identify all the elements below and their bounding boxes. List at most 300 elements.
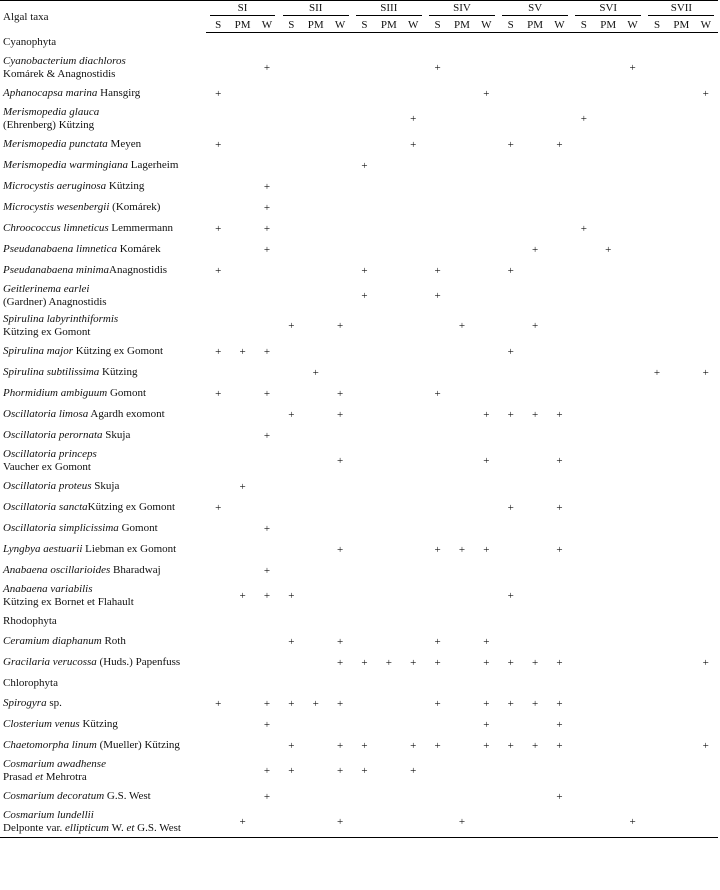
presence-mark: +	[263, 429, 271, 442]
empty-cell	[230, 311, 254, 341]
empty-cell	[328, 33, 352, 54]
empty-cell	[499, 218, 523, 239]
empty-cell	[694, 581, 718, 611]
empty-cell	[669, 33, 693, 54]
empty-cell	[328, 476, 352, 497]
empty-cell	[596, 581, 620, 611]
taxon-name-part: Merismopedia warmingiana	[3, 159, 128, 171]
taxon-name	[0, 425, 206, 446]
group-label: Cyanophyta	[3, 36, 57, 49]
empty-cell	[474, 786, 498, 807]
taxon-row	[0, 218, 718, 239]
empty-cell	[474, 383, 498, 404]
empty-cell	[401, 714, 425, 735]
empty-cell	[230, 756, 254, 786]
empty-cell	[523, 176, 547, 197]
empty-cell	[230, 539, 254, 560]
empty-cell	[328, 518, 352, 539]
presence-mark: +	[336, 543, 344, 556]
presence-mark: +	[483, 739, 490, 752]
empty-cell	[279, 197, 303, 218]
empty-cell	[425, 83, 449, 104]
empty-cell	[328, 197, 352, 218]
presence-mark: +	[605, 243, 612, 256]
empty-cell	[328, 362, 352, 383]
empty-cell	[572, 383, 596, 404]
empty-cell	[694, 134, 718, 155]
taxon-name	[0, 518, 206, 539]
empty-cell	[304, 518, 328, 539]
empty-cell	[523, 807, 547, 838]
presence-mark: +	[336, 765, 344, 777]
empty-cell	[450, 476, 474, 497]
season-header: W	[547, 17, 571, 33]
empty-cell	[523, 425, 547, 446]
empty-cell	[206, 446, 230, 476]
empty-cell	[645, 341, 669, 362]
site-header	[645, 1, 718, 18]
empty-cell	[523, 539, 547, 560]
empty-cell	[669, 476, 693, 497]
empty-cell	[694, 425, 718, 446]
empty-cell	[499, 155, 523, 176]
taxon-name	[0, 497, 206, 518]
empty-cell	[377, 497, 401, 518]
empty-cell	[694, 155, 718, 176]
empty-cell	[255, 497, 279, 518]
season-header: PM	[596, 17, 620, 33]
taxon-name-part: Kützing ex Gomont	[87, 501, 176, 513]
empty-cell	[352, 33, 376, 54]
empty-cell	[645, 476, 669, 497]
empty-cell	[547, 239, 571, 260]
season-header: PM	[230, 17, 254, 33]
empty-cell	[328, 239, 352, 260]
empty-cell	[669, 404, 693, 425]
empty-cell	[620, 581, 644, 611]
presence-mark: +	[434, 264, 441, 277]
empty-cell	[450, 581, 474, 611]
taxon-name-part: Kützing ex Bornet et Flahault	[3, 596, 134, 608]
empty-cell	[230, 362, 254, 383]
taxon-name-part: Chaetomorpha linum	[3, 739, 97, 751]
taxon-name-part: Ceramium diaphanum	[3, 635, 102, 647]
empty-cell	[474, 476, 498, 497]
empty-cell	[230, 83, 254, 104]
empty-cell	[206, 673, 230, 693]
taxon-name-part: Kützing ex Gomont	[3, 326, 91, 338]
season-header: S	[279, 17, 303, 33]
empty-cell	[596, 735, 620, 756]
empty-cell	[328, 134, 352, 155]
empty-cell	[377, 218, 401, 239]
empty-cell	[255, 807, 279, 838]
empty-cell	[352, 134, 376, 155]
empty-cell	[596, 341, 620, 362]
presence-mark: +	[434, 62, 441, 74]
empty-cell	[499, 104, 523, 134]
empty-cell	[352, 693, 376, 714]
empty-cell	[499, 383, 523, 404]
empty-cell	[572, 33, 596, 54]
taxon-name-part: Closterium venus	[3, 718, 80, 730]
site-label: SVI	[575, 2, 641, 16]
taxon-row	[0, 281, 718, 311]
presence-mark: +	[263, 243, 271, 256]
presence-mark: +	[434, 739, 441, 752]
site-header	[572, 1, 645, 18]
empty-cell	[694, 714, 718, 735]
empty-cell	[279, 218, 303, 239]
empty-cell	[352, 83, 376, 104]
presence-mark: +	[336, 320, 344, 332]
empty-cell	[547, 33, 571, 54]
empty-cell	[279, 807, 303, 838]
presence-mark: +	[361, 290, 368, 302]
taxon-name	[0, 581, 206, 611]
taxon-row	[0, 631, 718, 652]
season-header: S	[206, 17, 230, 33]
empty-cell	[230, 155, 254, 176]
empty-cell	[547, 218, 571, 239]
empty-cell	[547, 155, 571, 176]
empty-cell	[474, 673, 498, 693]
presence-mark: +	[263, 790, 271, 803]
empty-cell	[596, 714, 620, 735]
taxon-name	[0, 239, 206, 260]
empty-cell	[523, 756, 547, 786]
season-header: W	[255, 17, 279, 33]
empty-cell	[206, 518, 230, 539]
presence-mark: +	[288, 765, 295, 777]
empty-cell	[304, 83, 328, 104]
empty-cell	[206, 425, 230, 446]
empty-cell	[377, 341, 401, 362]
empty-cell	[596, 446, 620, 476]
presence-mark: +	[336, 697, 344, 710]
empty-cell	[450, 53, 474, 83]
empty-cell	[377, 53, 401, 83]
empty-cell	[694, 53, 718, 83]
taxon-row	[0, 155, 718, 176]
empty-cell	[645, 631, 669, 652]
season-header: W	[474, 17, 498, 33]
presence-mark: +	[312, 366, 319, 379]
empty-cell	[547, 83, 571, 104]
site-header	[352, 1, 425, 18]
presence-mark: +	[288, 590, 295, 602]
empty-cell	[694, 560, 718, 581]
empty-cell	[206, 404, 230, 425]
empty-cell	[425, 197, 449, 218]
presence-mark: +	[434, 543, 441, 556]
empty-cell	[304, 425, 328, 446]
site-label: SI	[210, 2, 276, 16]
site-label: SIV	[429, 2, 495, 16]
presence-mark: +	[434, 290, 441, 302]
empty-cell	[401, 218, 425, 239]
empty-cell	[572, 362, 596, 383]
empty-cell	[450, 281, 474, 311]
taxon-name-part: Lemmermann	[108, 222, 174, 234]
empty-cell	[304, 311, 328, 341]
empty-cell	[304, 341, 328, 362]
taxon-name-part: Spirulina labyrinthiformis	[3, 313, 119, 325]
empty-cell	[572, 446, 596, 476]
season-header: S	[499, 17, 523, 33]
presence-mark: +	[507, 345, 514, 358]
empty-cell	[669, 218, 693, 239]
empty-cell	[377, 693, 401, 714]
taxon-name-part: Kützing	[99, 366, 138, 378]
empty-cell	[669, 155, 693, 176]
taxon-name-part: Gracilaria verucossa	[3, 656, 97, 668]
taxon-name	[0, 786, 206, 807]
empty-cell	[620, 311, 644, 341]
empty-cell	[596, 631, 620, 652]
empty-cell	[499, 714, 523, 735]
presence-mark: +	[580, 113, 587, 125]
empty-cell	[669, 446, 693, 476]
empty-cell	[620, 539, 644, 560]
empty-cell	[206, 560, 230, 581]
empty-cell	[645, 560, 669, 581]
empty-cell	[572, 476, 596, 497]
empty-cell	[572, 134, 596, 155]
empty-cell	[450, 714, 474, 735]
presence-mark: +	[434, 656, 441, 669]
site-header	[279, 1, 352, 18]
empty-cell	[401, 786, 425, 807]
empty-cell	[645, 239, 669, 260]
empty-cell	[230, 383, 254, 404]
presence-mark: +	[263, 201, 271, 214]
empty-cell	[206, 581, 230, 611]
group-label: Rhodophyta	[3, 614, 57, 627]
empty-cell	[499, 197, 523, 218]
empty-cell	[572, 756, 596, 786]
taxon-name-part: et	[35, 771, 44, 783]
empty-cell	[255, 673, 279, 693]
taxon-row	[0, 756, 718, 786]
empty-cell	[620, 281, 644, 311]
empty-cell	[450, 260, 474, 281]
empty-cell	[694, 756, 718, 786]
empty-cell	[547, 611, 571, 631]
presence-mark: +	[653, 366, 661, 379]
empty-cell	[499, 807, 523, 838]
empty-cell	[206, 176, 230, 197]
empty-cell	[279, 33, 303, 54]
empty-cell	[230, 260, 254, 281]
empty-cell	[694, 539, 718, 560]
empty-cell	[377, 281, 401, 311]
empty-cell	[694, 197, 718, 218]
empty-cell	[450, 560, 474, 581]
empty-cell	[377, 362, 401, 383]
empty-cell	[523, 155, 547, 176]
empty-cell	[645, 33, 669, 54]
empty-cell	[328, 560, 352, 581]
empty-cell	[596, 476, 620, 497]
empty-cell	[474, 581, 498, 611]
empty-cell	[572, 807, 596, 838]
presence-mark: +	[556, 501, 563, 514]
empty-cell	[474, 311, 498, 341]
empty-cell	[620, 362, 644, 383]
presence-mark: +	[507, 138, 514, 151]
taxon-row	[0, 446, 718, 476]
empty-cell	[572, 673, 596, 693]
empty-cell	[499, 239, 523, 260]
empty-cell	[474, 497, 498, 518]
empty-cell	[352, 383, 376, 404]
empty-cell	[572, 786, 596, 807]
taxon-row	[0, 476, 718, 497]
presence-mark: +	[263, 62, 271, 74]
empty-cell	[620, 611, 644, 631]
empty-cell	[206, 33, 230, 54]
empty-cell	[596, 383, 620, 404]
taxon-name-part: Oscillatoria limosa	[3, 408, 89, 420]
empty-cell	[572, 693, 596, 714]
empty-cell	[279, 155, 303, 176]
empty-cell	[523, 260, 547, 281]
taxon-name	[0, 83, 206, 104]
season-header: W	[328, 17, 352, 33]
empty-cell	[572, 176, 596, 197]
empty-cell	[279, 497, 303, 518]
empty-cell	[230, 786, 254, 807]
taxon-row	[0, 176, 718, 197]
season-header: PM	[304, 17, 328, 33]
empty-cell	[304, 104, 328, 134]
empty-cell	[499, 33, 523, 54]
empty-cell	[230, 281, 254, 311]
presence-mark: +	[263, 222, 271, 235]
taxon-name	[0, 53, 206, 83]
taxon-row	[0, 807, 718, 838]
empty-cell	[304, 260, 328, 281]
presence-mark: +	[385, 656, 392, 669]
empty-cell	[401, 260, 425, 281]
site-label: SII	[283, 2, 349, 16]
empty-cell	[206, 476, 230, 497]
presence-mark: +	[532, 243, 539, 256]
taxon-row	[0, 197, 718, 218]
empty-cell	[328, 673, 352, 693]
taxon-name-part: (Mueller) Kützing	[96, 739, 180, 751]
empty-cell	[474, 362, 498, 383]
empty-cell	[206, 611, 230, 631]
empty-cell	[230, 404, 254, 425]
empty-cell	[620, 425, 644, 446]
taxon-name	[0, 476, 206, 497]
presence-mark: +	[288, 739, 295, 752]
empty-cell	[255, 33, 279, 54]
presence-mark: +	[483, 87, 490, 100]
empty-cell	[328, 714, 352, 735]
empty-cell	[401, 362, 425, 383]
empty-cell	[304, 176, 328, 197]
presence-mark: +	[629, 62, 636, 74]
taxon-name	[0, 631, 206, 652]
empty-cell	[547, 53, 571, 83]
presence-mark: +	[507, 656, 514, 669]
presence-mark: +	[336, 656, 344, 669]
empty-cell	[572, 197, 596, 218]
empty-cell	[206, 281, 230, 311]
empty-cell	[279, 476, 303, 497]
empty-cell	[401, 446, 425, 476]
empty-cell	[328, 786, 352, 807]
presence-mark: +	[507, 408, 514, 421]
empty-cell	[352, 446, 376, 476]
taxon-row	[0, 735, 718, 756]
empty-cell	[572, 83, 596, 104]
empty-cell	[694, 104, 718, 134]
taxon-name-part: ellipticum	[65, 822, 110, 834]
taxon-name	[0, 104, 206, 134]
empty-cell	[499, 311, 523, 341]
empty-cell	[304, 476, 328, 497]
presence-mark: +	[483, 408, 490, 421]
empty-cell	[669, 104, 693, 134]
empty-cell	[523, 497, 547, 518]
taxa-column-header: Algal taxa	[0, 1, 206, 33]
empty-cell	[669, 425, 693, 446]
empty-cell	[352, 497, 376, 518]
empty-cell	[352, 53, 376, 83]
taxon-row	[0, 404, 718, 425]
empty-cell	[255, 104, 279, 134]
empty-cell	[523, 134, 547, 155]
presence-mark: +	[532, 697, 539, 710]
empty-cell	[645, 539, 669, 560]
presence-mark: +	[507, 697, 514, 710]
empty-cell	[572, 425, 596, 446]
empty-cell	[547, 560, 571, 581]
presence-mark: +	[434, 635, 441, 648]
taxon-name-part: Liebman ex Gomont	[82, 543, 177, 555]
presence-mark: +	[450, 807, 474, 838]
empty-cell	[523, 197, 547, 218]
empty-cell	[352, 104, 376, 134]
presence-mark: +	[361, 264, 368, 277]
empty-cell	[596, 497, 620, 518]
empty-cell	[596, 807, 620, 838]
empty-cell	[523, 786, 547, 807]
empty-cell	[352, 404, 376, 425]
taxon-name-part: (Huds.) Papenfuss	[96, 656, 181, 668]
empty-cell	[669, 714, 693, 735]
empty-cell	[230, 518, 254, 539]
empty-cell	[669, 756, 693, 786]
empty-cell	[279, 53, 303, 83]
empty-cell	[523, 446, 547, 476]
empty-cell	[352, 176, 376, 197]
empty-cell	[450, 611, 474, 631]
taxon-name	[0, 383, 206, 404]
empty-cell	[474, 239, 498, 260]
empty-cell	[499, 362, 523, 383]
presence-mark: +	[556, 697, 563, 710]
empty-cell	[669, 260, 693, 281]
taxon-name-part: Kützing ex Gomont	[72, 345, 164, 357]
presence-mark: +	[263, 564, 271, 577]
presence-mark: +	[361, 765, 368, 777]
taxon-row	[0, 134, 718, 155]
